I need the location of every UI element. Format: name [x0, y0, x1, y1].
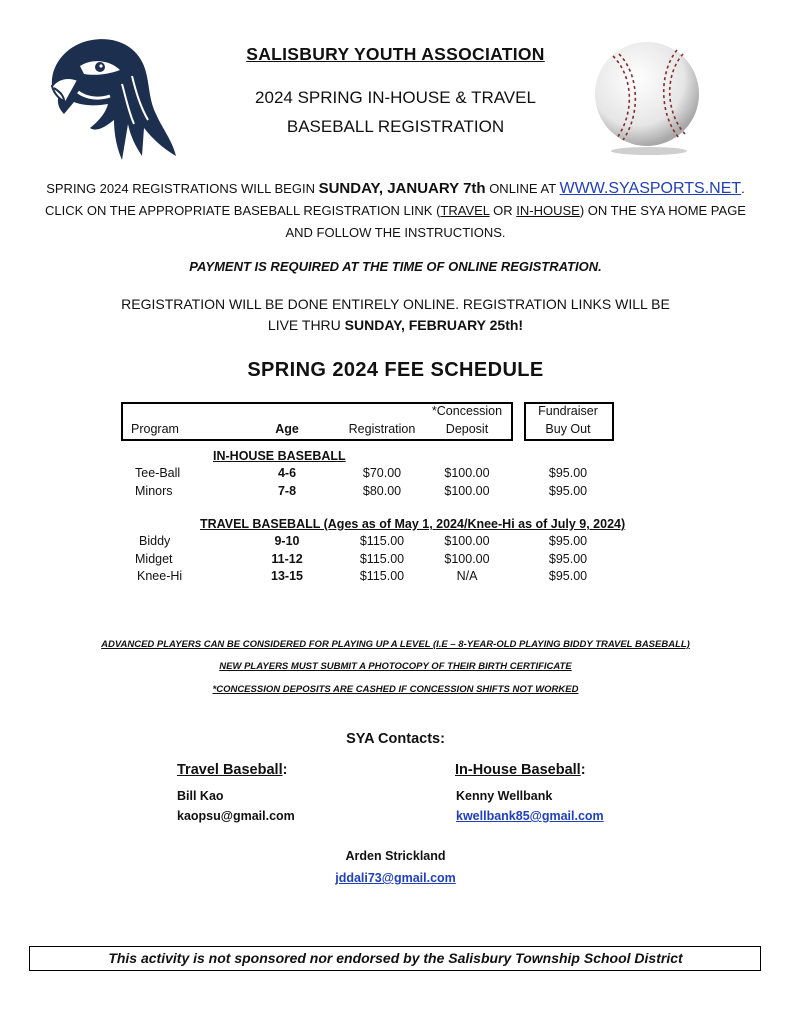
col-concession-1: *Concession — [431, 404, 503, 418]
col-fundraiser-2: Buy Out — [545, 422, 591, 436]
row-fundraiser: $95.00 — [548, 484, 588, 498]
row-age: 4-6 — [277, 466, 297, 480]
footer-disclaimer: This activity is not sponsored nor endorsed by the Salisbury Township School District — [108, 950, 683, 966]
row-concession: $100.00 — [444, 552, 490, 566]
travel-contact-heading: Travel Baseball: — [177, 762, 288, 778]
col-program: Program — [131, 422, 179, 436]
sya-website-link[interactable]: WWW.SYASPORTS.NET — [559, 180, 742, 197]
row-age: 7-8 — [277, 484, 297, 498]
row-fundraiser: $95.00 — [548, 534, 588, 548]
contacts-title: SYA Contacts: — [346, 731, 445, 747]
row-program: Minors — [135, 484, 173, 498]
note-concession-deposits: *CONCESSION DEPOSITS ARE CASHED IF CONCESSION SHIFTS NOT WORKED — [212, 684, 579, 695]
inhouse-contact-heading: In-House Baseball: — [455, 762, 586, 778]
row-program: Knee-Hi — [137, 569, 183, 583]
col-registration: Registration — [348, 422, 416, 436]
travel-link-text: TRAVEL — [440, 203, 490, 218]
row-registration: $115.00 — [359, 552, 405, 566]
third-contact-email-wrap — [0, 869, 791, 887]
col-concession-2: Deposit — [445, 422, 489, 436]
note-birth-certificate: NEW PLAYERS MUST SUBMIT A PHOTOCOPY OF THEIR BIRTH CERTIFICATE — [219, 661, 572, 672]
row-program: Biddy — [139, 534, 171, 548]
row-concession: $100.00 — [444, 466, 490, 480]
subtitle-line-1: 2024 SPRING IN-HOUSE & TRAVEL — [255, 88, 536, 107]
row-age: 13-15 — [271, 569, 303, 583]
org-title: SALISBURY YOUTH ASSOCIATION — [246, 44, 545, 64]
inhouse-contact-name: Kenny Wellbank — [456, 789, 553, 803]
row-fundraiser: $95.00 — [548, 569, 588, 583]
row-fundraiser: $95.00 — [548, 552, 588, 566]
row-program: Midget — [135, 552, 173, 566]
subtitle-line-2: BASEBALL REGISTRATION — [286, 117, 505, 136]
fee-schedule-title: SPRING 2024 FEE SCHEDULE — [247, 359, 544, 381]
row-fundraiser: $95.00 — [548, 466, 588, 480]
registration-notice: REGISTRATION WILL BE DONE ENTIRELY ONLINE. REGISTRATION LINKS WILL BE LIVE THRU SUNDAY, FEBRUARY 25th! — [121, 296, 670, 333]
intro-paragraph: SPRING 2024 REGISTRATIONS WILL BEGIN SUNDAY, JANUARY 7th ONLINE AT WWW.SYASPORTS.NET. CLICK ON THE APPROPRIATE BASEBALL REGISTRATION LINK (TRAVEL OR IN-HOUSE) ON THE SYA HOME PAGE AND FOLLOW THE INSTRUCTIONS. — [45, 180, 746, 240]
row-age: 9-10 — [274, 534, 300, 548]
row-concession: $100.00 — [444, 484, 490, 498]
row-registration: $70.00 — [362, 466, 402, 480]
row-registration: $80.00 — [362, 484, 402, 498]
third-contact-name: Arden Strickland — [345, 849, 446, 863]
payment-notice: PAYMENT IS REQUIRED AT THE TIME OF ONLINE REGISTRATION. — [189, 259, 602, 274]
row-registration: $115.00 — [359, 569, 405, 583]
travel-contact-name: Bill Kao — [177, 789, 224, 803]
inhouse-section-title: IN-HOUSE BASEBALL — [213, 449, 346, 463]
row-age: 11-12 — [271, 552, 303, 566]
travel-contact-email[interactable]: kaopsu@gmail.com — [177, 809, 295, 823]
col-fundraiser-1: Fundraiser — [538, 404, 598, 418]
note-advanced-players: ADVANCED PLAYERS CAN BE CONSIDERED FOR PLAYING UP A LEVEL (I.E – 8-YEAR-OLD PLAYING BIDDY TRAVEL BASEBALL) — [101, 639, 690, 650]
inhouse-contact-email-link[interactable]: kwellbank85@gmail.com — [456, 809, 604, 823]
row-concession: $100.00 — [444, 534, 490, 548]
row-registration: $115.00 — [359, 534, 405, 548]
col-age: Age — [275, 422, 299, 436]
third-contact-email-link[interactable]: jddali73@gmail.com — [335, 871, 456, 885]
inhouse-link-text: IN-HOUSE — [516, 203, 580, 218]
travel-section-title: TRAVEL BASEBALL (Ages as of May 1, 2024/Knee-Hi as of July 9, 2024) — [200, 517, 626, 531]
row-concession: N/A — [456, 569, 478, 583]
row-program: Tee-Ball — [135, 466, 181, 480]
